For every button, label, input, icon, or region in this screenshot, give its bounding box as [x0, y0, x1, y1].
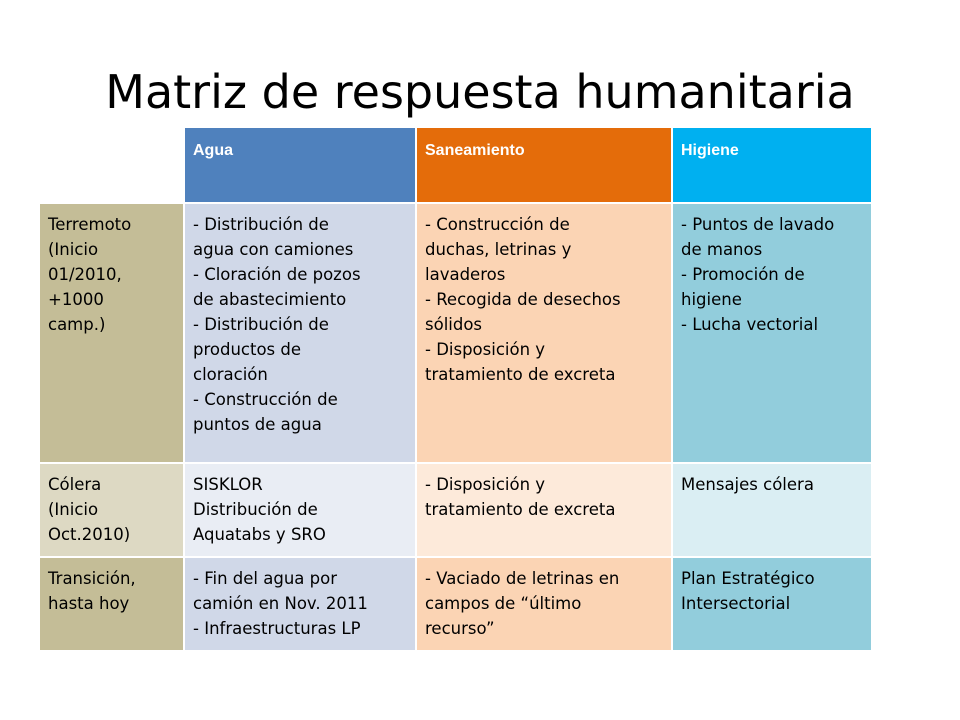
cell-terremoto-saneamiento: - Construcción de duchas, letrinas y lavaderos - Recogida de desechos sólidos - Disposición y tratamiento de excreta	[416, 203, 672, 463]
table-row	[40, 203, 872, 463]
table-row	[40, 557, 872, 651]
cell-colera-higiene: Mensajes cólera	[672, 463, 872, 557]
cell-terremoto-higiene: - Puntos de lavado de manos - Promoción de higiene - Lucha vectorial	[672, 203, 872, 463]
cell-transicion-saneamiento: - Vaciado de letrinas en campos de “último recurso”	[416, 557, 672, 651]
row-label-transicion: Transición, hasta hoy	[40, 557, 184, 651]
row-label-colera: Cólera (Inicio Oct.2010)	[40, 463, 184, 557]
cell-colera-agua: SISKLOR Distribución de Aquatabs y SRO	[184, 463, 416, 557]
cell-terremoto-agua: - Distribución de agua con camiones - Cloración de pozos de abastecimiento - Distribución de productos de cloración - Construcción de puntos de agua	[184, 203, 416, 463]
header-saneamiento: Saneamiento	[416, 128, 672, 203]
table-header-row	[40, 128, 872, 203]
header-higiene: Higiene	[672, 128, 872, 203]
table-row	[40, 463, 872, 557]
response-matrix-table	[40, 128, 873, 652]
cell-transicion-higiene: Plan Estratégico Intersectorial	[672, 557, 872, 651]
row-label-terremoto: Terremoto (Inicio 01/2010, +1000 camp.)	[40, 203, 184, 463]
header-agua: Agua	[184, 128, 416, 203]
header-corner-cell	[40, 128, 184, 203]
slide-title: Matriz de respuesta humanitaria	[105, 65, 855, 119]
cell-transicion-agua: - Fin del agua por camión en Nov. 2011 - Infraestructuras LP	[184, 557, 416, 651]
cell-colera-saneamiento: - Disposición y tratamiento de excreta	[416, 463, 672, 557]
